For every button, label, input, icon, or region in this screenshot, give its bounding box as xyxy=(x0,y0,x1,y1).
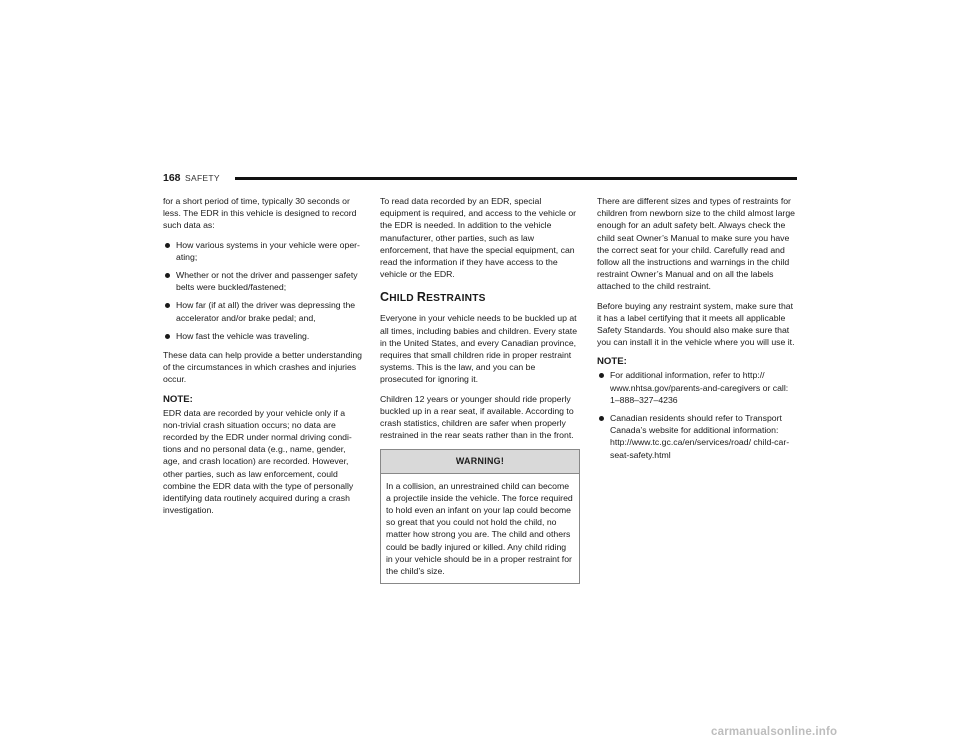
column-1 xyxy=(163,195,363,523)
list-item: Whether or not the driver and passenger safety belts were buckled/fastened; xyxy=(163,269,363,293)
note-label: NOTE: xyxy=(163,393,193,405)
section-title: SAFETY xyxy=(185,173,220,183)
paragraph: Before buying any restraint system, make sure that it has a label certifying that it meets all applicable Safety Standards. You should also make sure that you can install it in the vehicle where you will use it. xyxy=(597,300,795,348)
note-label: NOTE: xyxy=(597,356,627,368)
edr-data-list xyxy=(163,239,363,342)
section-heading-child-restraints xyxy=(380,291,580,305)
header-rule xyxy=(235,177,797,180)
page-header xyxy=(163,171,797,185)
column-2 xyxy=(380,195,580,584)
list-item: Canadian residents should refer to Transport Canada’s website for additional information: http://www.tc.gc.ca/en/services/road/ child-car-seat-safety.html xyxy=(597,412,797,461)
warning-box xyxy=(380,449,580,584)
heading-initial: C xyxy=(380,290,390,305)
column-3 xyxy=(597,195,797,468)
heading-part: HILD xyxy=(389,293,417,305)
intro-paragraph: for a short period of time, typically 30 seconds or less. The EDR in this vehicle is designed to record such data as: xyxy=(163,196,357,231)
list-item: How far (if at all) the driver was depressing the accelerator and/or brake pedal; and, xyxy=(163,299,363,323)
note-text: EDR data are recorded by your vehicle only if a non-trivial crash situation occurs; no data are recorded by the EDR under normal driving condi-tions and no personal data (e.g., name, gender, age, and crash location) are recorded. However, other parties, such as law enforcement, could combine the EDR data with the type of personally identifying data routinely acquired during a crash investigation. xyxy=(163,407,354,516)
paragraph: These data can help provide a better understanding of the circumstances in which crashes and injuries occur. xyxy=(163,350,362,385)
paragraph: To read data recorded by an EDR, special equipment is required, and access to the vehicle or the EDR is needed. In addition to the vehicle manufacturer, other parties, such as law enforcement, that have the special equipment, can read the information if they have access to the vehicle or the EDR. xyxy=(380,196,577,280)
page-number: 168 xyxy=(163,172,181,184)
warning-title: WARNING! xyxy=(381,450,579,473)
heading-initial: R xyxy=(416,290,427,305)
watermark: carmanualsonline.info xyxy=(711,726,838,738)
info-list xyxy=(597,369,797,460)
list-item: How various systems in your vehicle were oper-ating; xyxy=(163,239,363,263)
paragraph: Everyone in your vehicle needs to be buckled up at all times, including babies and children. Every state in the United States, and every Canadian province, requires that small children ride in proper restraint systems. This is the law, and you can be prosecuted for ignoring it. xyxy=(380,313,578,385)
paragraph: Children 12 years or younger should ride properly buckled up in a rear seat, if available. According to crash statistics, children are safer when properly restrained in the rear seats rather than in the front. xyxy=(380,393,574,441)
list-item: For additional information, refer to http:// www.nhtsa.gov/parents-and-caregivers or call: 1–888–327–4236 xyxy=(597,369,797,406)
paragraph: There are different sizes and types of restraints for children from newborn size to the child almost large enough for an adult safety belt. Always check the child seat Owner’s Manual to make sure you have the correct seat for your child. Carefully read and follow all the instructions and warnings in the child restraint Owner’s Manual and on all the labels attached to the child restraint. xyxy=(597,196,795,292)
warning-text: In a collision, an unrestrained child can become a projectile inside the vehicle. The force required to hold even an infant on your lap could become so great that you could not hold the child, no matter how strong you are. The child and others could be badly injured or killed. Any child riding in your vehicle should be in a proper restraint for the child’s size. xyxy=(386,480,573,577)
heading-part: ESTRAINTS xyxy=(426,293,486,305)
list-item: How fast the vehicle was traveling. xyxy=(163,330,363,342)
